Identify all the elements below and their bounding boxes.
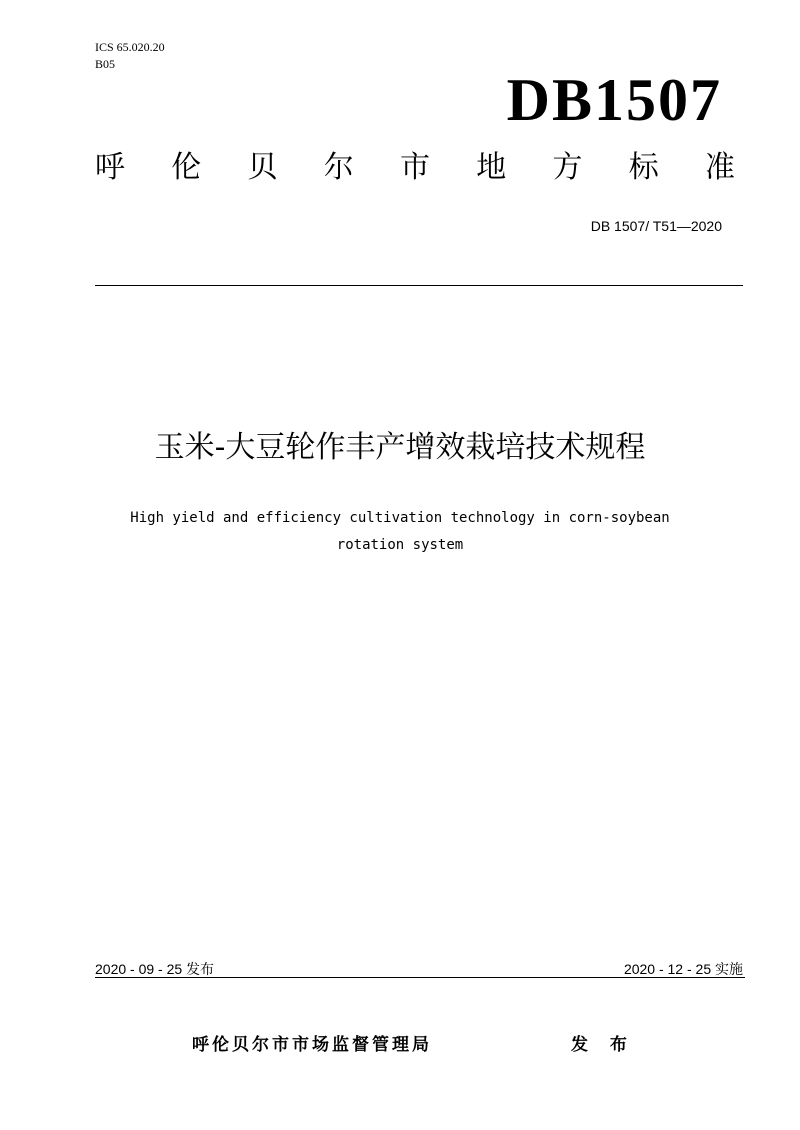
ics-code: ICS 65.020.20 — [95, 40, 165, 54]
title-en-line: rotation system — [336, 537, 464, 553]
standard-type — [95, 150, 735, 185]
issue-label: 发 布 — [571, 1035, 635, 1055]
standard-type-char: 准 — [705, 150, 735, 185]
classification-code: B05 — [95, 57, 116, 71]
standard-type-char: 市 — [400, 150, 430, 185]
standard-type-char: 伦 — [171, 150, 202, 185]
document-title-zh: 玉米-大豆轮作丰产增效栽培技术规程 — [154, 430, 646, 465]
publish-date: 2020 - 09 - 25 发布 — [95, 961, 215, 977]
standard-type-char: 地 — [476, 150, 507, 185]
header-divider — [95, 285, 743, 286]
standard-type-char: 方 — [552, 150, 583, 185]
footer-divider — [95, 977, 745, 978]
title-en-line: High yield and efficiency cultivation technology in corn-soybean — [130, 510, 670, 526]
standard-number: DB 1507/ T51—2020 — [590, 218, 722, 234]
standard-type-char: 标 — [628, 150, 659, 185]
implement-date: 2020 - 12 - 25 实施 — [623, 961, 743, 977]
standard-type-char: 呼 — [95, 150, 125, 185]
issuing-authority: 呼伦贝尔市市场监督管理局 — [192, 1035, 432, 1055]
standard-type-char: 尔 — [323, 150, 354, 185]
standard-type-char: 贝 — [247, 150, 278, 185]
document-title-en — [60, 505, 740, 559]
standard-code: DB1507 — [506, 67, 722, 133]
